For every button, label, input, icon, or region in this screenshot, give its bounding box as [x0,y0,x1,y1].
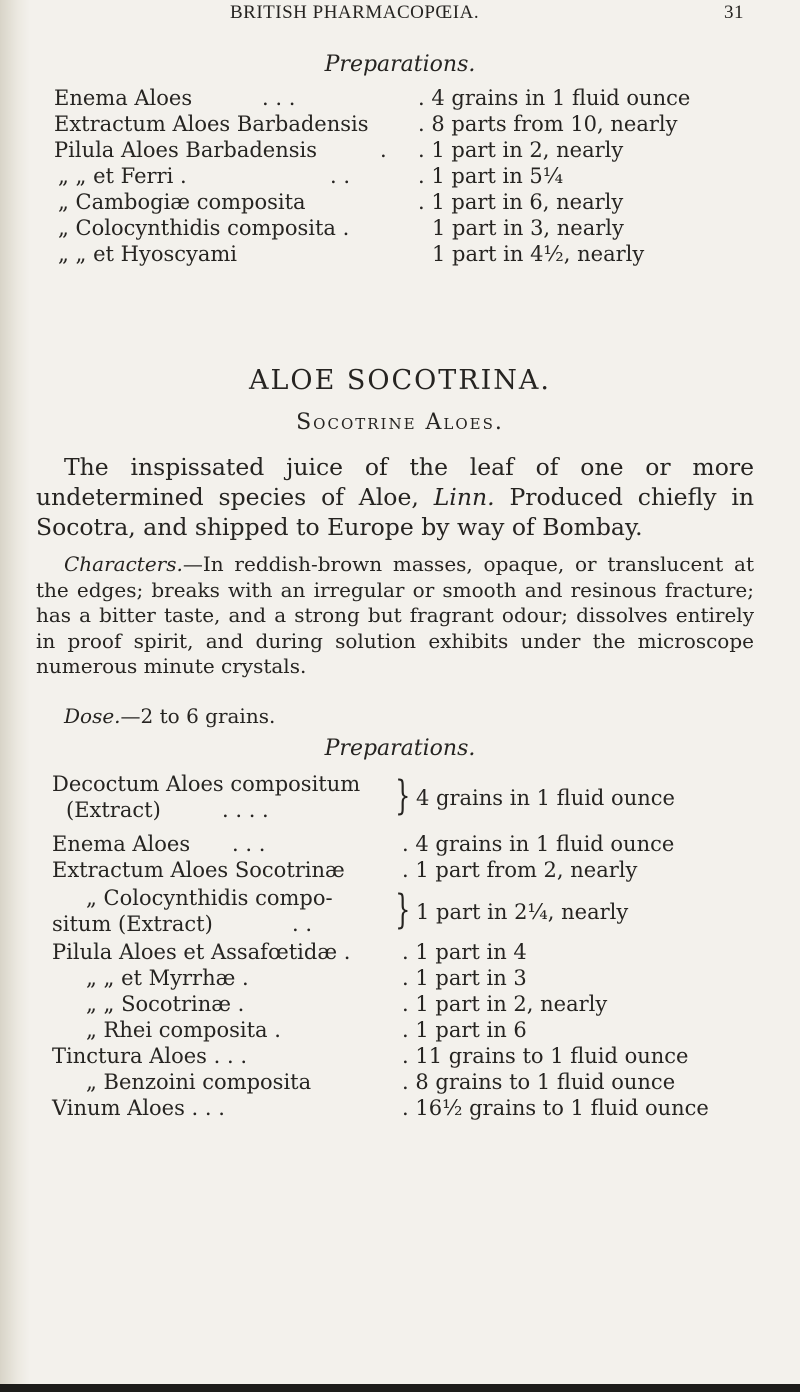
prep-value: . 11 grains to 1 fluid ounce [402,1044,689,1068]
preparations-heading-top: Preparations. [324,52,476,77]
list-item [0,1094,800,1124]
prep-value: 4 grains in 1 fluid ounce [416,786,675,810]
prep-value: . 8 parts from 10, nearly [418,112,678,136]
prep-name: „ „ et Hyoscyami [58,242,238,266]
leader-dots: . . . [262,86,296,110]
prep-name: „ Colocynthidis composita . [58,216,350,240]
dose-label: Dose. [64,704,121,728]
prep-value: . 4 grains in 1 fluid ounce [402,832,675,856]
leader-dots: . . [330,164,351,188]
prep-value: . 1 part in 6, nearly [418,190,624,214]
description-text: The inspissated juice of the leaf of one or more undetermined species of Aloe, [36,453,754,511]
prep-value: . 1 part in 4 [402,940,527,964]
prep-name: Decoctum Aloes compositum [52,772,361,796]
article-subtitle: Socotrine Aloes. [296,410,504,435]
brace-glyph: } [395,887,411,933]
description-paragraph [36,452,754,542]
prep-name: Enema Aloes [54,86,193,110]
list-item [0,784,800,814]
characters-text: —In reddish-brown masses, opaque, or translucent at the edges; breaks with an irregular or smooth and resinous fracture; has a bitter taste, and a strong but fragrant odour; dissolves entirely in proof spirit, and during solution exhibits under the microscope numerous minute crystals. [36,552,754,678]
prep-name: Extractum Aloes Barbadensis [54,112,369,136]
list-item [0,240,800,270]
prep-name: Pilula Aloes Barbadensis [54,138,318,162]
prep-value: . 16½ grains to 1 fluid ounce [402,1096,709,1120]
prep-name: Extractum Aloes Socotrinæ [52,858,345,882]
prep-name: Vinum Aloes . . . [52,1096,225,1120]
leader-dots: . . . . [222,798,269,822]
prep-value: 1 part in 2¼, nearly [416,900,629,924]
prep-name: „ Cambogiæ composita [58,190,306,214]
page-bottom-edge [0,1384,800,1392]
prep-value: . 1 part from 2, nearly [402,858,638,882]
page-number: 31 [724,2,744,23]
prep-name: „ Rhei composita . [86,1018,281,1042]
leader-dots: . [380,138,387,162]
prep-value: . 1 part in 3 [402,966,527,990]
preparations-heading-bottom: Preparations. [324,736,476,761]
brace-glyph: } [395,773,411,819]
list-item [0,856,800,886]
prep-name: Enema Aloes [52,832,191,856]
running-title: BRITISH PHARMACOPŒIA. [230,2,480,23]
prep-value: 1 part in 3, nearly [432,216,624,240]
prep-name: „ „ et Ferri . [58,164,187,188]
prep-value: . 1 part in 5¼ [418,164,564,188]
authority-abbrev: Linn. [433,483,495,511]
leader-dots: . . [292,912,313,936]
list-item [0,898,800,928]
prep-name: „ Colocynthidis compo- [86,886,333,910]
prep-name: Pilula Aloes et Assafœtidæ . [52,940,351,964]
dose-text: —2 to 6 grains. [120,704,276,728]
prep-name: „ „ et Myrrhæ . [86,966,249,990]
characters-label: Characters. [64,552,183,576]
prep-value: 1 part in 4½, nearly [432,242,645,266]
prep-value: . 1 part in 2, nearly [418,138,624,162]
prep-name: „ „ Socotrinæ . [86,992,245,1016]
prep-name: „ Benzoini composita [86,1070,312,1094]
leader-dots: . . . [232,832,266,856]
prep-name-cont: situm (Extract) [52,912,213,936]
dose-line [64,704,275,728]
prep-value: . 4 grains in 1 fluid ounce [418,86,691,110]
description-text: Produced chiefly in Socotra, and shipped to Europe by way of Bombay. [36,483,754,541]
page-header [0,2,800,32]
characters-paragraph [36,552,754,680]
prep-value: . 1 part in 6 [402,1018,527,1042]
prep-name-cont: (Extract) [66,798,161,822]
prep-value: . 1 part in 2, nearly [402,992,608,1016]
prep-value: . 8 grains to 1 fluid ounce [402,1070,676,1094]
prep-name: Tinctura Aloes . . . [52,1044,247,1068]
article-title: ALOE SOCOTRINA. [249,365,551,396]
